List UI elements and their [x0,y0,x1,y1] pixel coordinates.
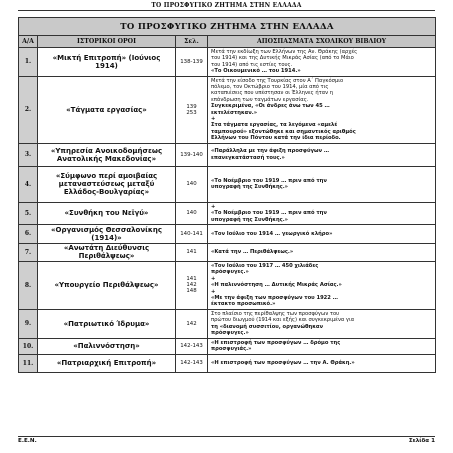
page-number: 140-141 [180,230,203,237]
excerpt-line: «Κατά την … Περιθάλψεως.» [211,249,294,256]
row-number: 5. [19,202,38,224]
page-number: 140 [186,181,197,188]
excerpt-line: + [211,288,216,295]
excerpt-line: «Παράλληλα με την άφιξη προσφύγων … [211,148,330,155]
excerpt-line: «Η παλιννόστηση … Δυτικής Μικράς Ασίας.» [211,282,342,289]
row-number: 9. [19,309,38,338]
header-num: Α/Α [19,36,38,48]
excerpt-line: Ελλήνων του Πόντου κατά την ίδια περίοδο. [211,135,341,142]
page-number: 138-139 [180,58,203,65]
header-page: Σελ. [176,36,208,48]
row-number: 2. [19,76,38,143]
table-row [19,202,436,224]
header-term: ΙΣΤΟΡΙΚΟΙ ΟΡΟΙ [38,36,176,48]
excerpt-line: προσφυγιάς.» [211,346,252,353]
excerpt-line: + [211,203,216,210]
page-number: 253 [186,109,197,116]
excerpt-line: τη «διανομή συσσιτίου, οργανώθηκαν [211,323,323,330]
excerpt-line: Μετά την είσοδο της Τουρκίας στον Α΄ Παγκόσμιο [211,77,344,84]
excerpt-line: επανεγκατάστασή τους.» [211,154,285,161]
page-number: 142-143 [180,360,203,367]
table-row [19,143,436,166]
excerpt-line: «Η επιστροφή των προσφύγων … δρόμο της [211,339,341,346]
excerpt-line: καταπιέσεις που υπέστησαν οι Έλληνες ήταν η [211,90,334,97]
table-body [19,48,436,373]
page-number: 139-140 [180,151,203,158]
textbook-excerpt [208,76,436,143]
row-number: 10. [19,338,38,354]
terms-table [18,17,436,373]
row-number: 4. [19,166,38,202]
row-number: 3. [19,143,38,166]
excerpt-line: επάνδρωση των ταγμάτων εργασίας. [211,96,309,103]
excerpt-line: «Το Νοέμβριο του 1919 … πριν από την [211,210,327,217]
row-number: 11. [19,354,38,372]
table-row [19,243,436,261]
footer-left: Ε.Ε.Ν. [18,438,37,444]
table-row [19,309,436,338]
textbook-excerpt [208,224,436,243]
excerpt-line: + [211,116,216,123]
row-number: 7. [19,243,38,261]
table-title: ΤΟ ΠΡΟΣΦΥΓΙΚΟ ΖΗΤΗΜΑ ΣΤΗΝ ΕΛΛΑΔΑ [19,18,436,36]
page-reference [176,309,208,338]
table-row [19,166,436,202]
page-reference [176,338,208,354]
excerpt-line: πρόσφυγες.» [211,269,249,276]
header-excerpt: ΑΠΟΣΠΑΣΜΑΤΑ ΣΧΟΛΙΚΟΥ ΒΙΒΛΙΟΥ [208,36,436,48]
table-row [19,261,436,309]
textbook-excerpt [208,309,436,338]
page-number: 141 [186,249,197,256]
page-number: 142 [186,282,197,289]
textbook-excerpt [208,202,436,224]
running-head: ΤΟ ΠΡΟΣΦΥΓΙΚΟ ΖΗΤΗΜΑ ΣΤΗΝ ΕΛΛΑΔΑ [18,2,435,11]
excerpt-line: «Με την άφιξη των προσφύγων του 1922 … [211,294,338,301]
table-row [19,76,436,143]
page-reference [176,166,208,202]
page-number: 141 [186,276,197,283]
page-reference [176,243,208,261]
table-row [19,48,436,77]
excerpt-line: Συγκεκριμένα, «Οι άνδρες άνω των 45 … [211,103,330,110]
excerpt-line: πόλεμο, τον Οκτώβριο του 1914, μία από τις [211,84,329,91]
page-number: 142 [186,320,197,327]
excerpt-line: πρόσφυγες.» [211,330,249,337]
excerpt-line: ταμπουρού» εξοντώθηκε και σημαντικός αριθμός [211,128,356,135]
historical-term: «Πατριαρχική Επιτροπή» [38,354,176,372]
excerpt-line: «Τον Ιούλιο του 1917 … 450 χιλιάδες [211,262,319,269]
textbook-excerpt [208,261,436,309]
excerpt-line: έκτακτο προσωπικό.» [211,301,276,308]
table-row [19,224,436,243]
historical-term: «Παλιννόστηση» [38,338,176,354]
excerpt-line: υπογραφή της Συνθήκης.» [211,216,289,223]
page-reference [176,354,208,372]
excerpt-line: + [211,275,216,282]
page-reference [176,76,208,143]
excerpt-line: του 1914) από τις εστίες τους. [211,61,293,68]
excerpt-line: «Η επιστροφή των προσφύγων … την Α. Θράκη.» [211,360,355,367]
excerpt-line: του 1914) και της Δυτικής Μικράς Ασίας (από το Μάιο [211,55,354,62]
page-reference [176,202,208,224]
textbook-excerpt [208,48,436,77]
excerpt-line: Στα τάγματα εργασίας, τα λεγόμενα «αμελέ [211,122,338,129]
table-row [19,354,436,372]
historical-term: «Υπουργείο Περιθάλψεως» [38,261,176,309]
historical-term: «Σύμφωνο περί αμοιβαίας μεταναστεύσεως μεταξύ Ελλάδος-Βουλγαρίας» [38,166,176,202]
excerpt-line: υπογραφή της Συνθήκης.» [211,184,289,191]
excerpt-line: πρώτου διωγμού (1914 και εξής) και συγκεκριμένα για [211,317,355,324]
historical-term: «Ανωτάτη Διεύθυνσις Περιθάλψεως» [38,243,176,261]
page-reference [176,143,208,166]
textbook-excerpt [208,143,436,166]
row-number: 8. [19,261,38,309]
row-number: 6. [19,224,38,243]
page-reference [176,48,208,77]
historical-term: «Τάγματα εργασίας» [38,76,176,143]
excerpt-line: «Το Νοέμβριο του 1919 … πριν από την [211,177,327,184]
historical-term: «Πατριωτικό Ίδρυμα» [38,309,176,338]
page-number: 140 [186,210,197,217]
page-number: 142-143 [180,343,203,350]
table-row [19,338,436,354]
historical-term: «Οργανισμός Θεσσαλονίκης (1914)» [38,224,176,243]
textbook-excerpt [208,338,436,354]
textbook-excerpt [208,243,436,261]
excerpt-line: «Τον Ιούλιο του 1914 … γεωργικό κλήρο» [211,230,333,237]
page-number: 148 [186,288,197,295]
page-footer [18,436,435,444]
page-number: 139 [186,103,197,110]
page-reference [176,261,208,309]
historical-term: «Μικτή Επιτροπή» (Ιούνιος 1914) [38,48,176,77]
row-number: 1. [19,48,38,77]
excerpt-line: εκτελέστηκαν.» [211,109,258,116]
excerpt-line: «Το Οικουμενικό … του 1914.» [211,68,301,75]
page-reference [176,224,208,243]
excerpt-line: Στο πλαίσιο της περίθαλψης των προσφύγων του [211,310,340,317]
textbook-excerpt [208,166,436,202]
historical-term: «Συνθήκη του Νεϊγύ» [38,202,176,224]
historical-term: «Υπηρεσία Ανοικοδομήσεως Ανατολικής Μακεδονίας» [38,143,176,166]
textbook-excerpt [208,354,436,372]
excerpt-line: Μετά την εκδίωξη των Ελλήνων της Αν. Θράκης (αρχές [211,49,358,55]
footer-page-number: Σελίδα 1 [408,438,435,444]
